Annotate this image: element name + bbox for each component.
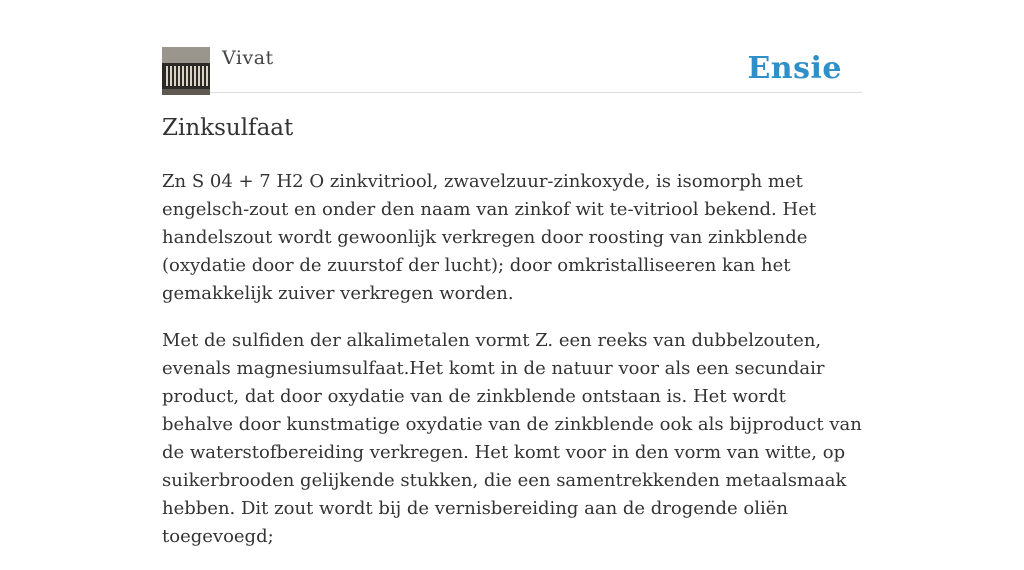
article-header — [162, 0, 862, 93]
avatar[interactable] — [162, 47, 210, 95]
avatar-image-icon — [162, 47, 210, 95]
paragraph: Met de sulfiden der alkalimetalen vormt Z. een reeks van dubbelzouten, evenals magnesiumsulfaat.Het komt in de natuur voor als een secundair product, dat door oxydatie van de zinkblende ontstaan is. Het wordt behalve door kunstmatige oxydatie van de zinkblende ook als bijproduct van de waterstofbereiding verkregen. Het komt voor in den vorm van witte, op suikerbrooden gelijkende stukken, die een samentrekkenden metaalsmaak hebben. Dit zout wordt bij de vernisbereiding aan de drogende oliën toegevoegd; — [162, 330, 862, 547]
article-body — [162, 168, 862, 570]
page-title: Zinksulfaat — [162, 115, 294, 141]
brand-logo[interactable]: Ensie — [747, 51, 842, 86]
paragraph: Zn S 04 + 7 H2 O zinkvitriool, zwavelzuur-zinkoxyde, is isomorph met engelsch-zout en onder den naam van zinkof wit te-vitriool bekend. Het handelszout wordt gewoonlijk verkregen door roosting van zinkblende (oxydatie door de zuurstof der lucht); door omkristalliseeren kan het gemakkelijk zuiver verkregen worden. — [162, 171, 817, 304]
author-name[interactable]: Vivat — [222, 47, 274, 69]
article-page — [162, 0, 862, 547]
